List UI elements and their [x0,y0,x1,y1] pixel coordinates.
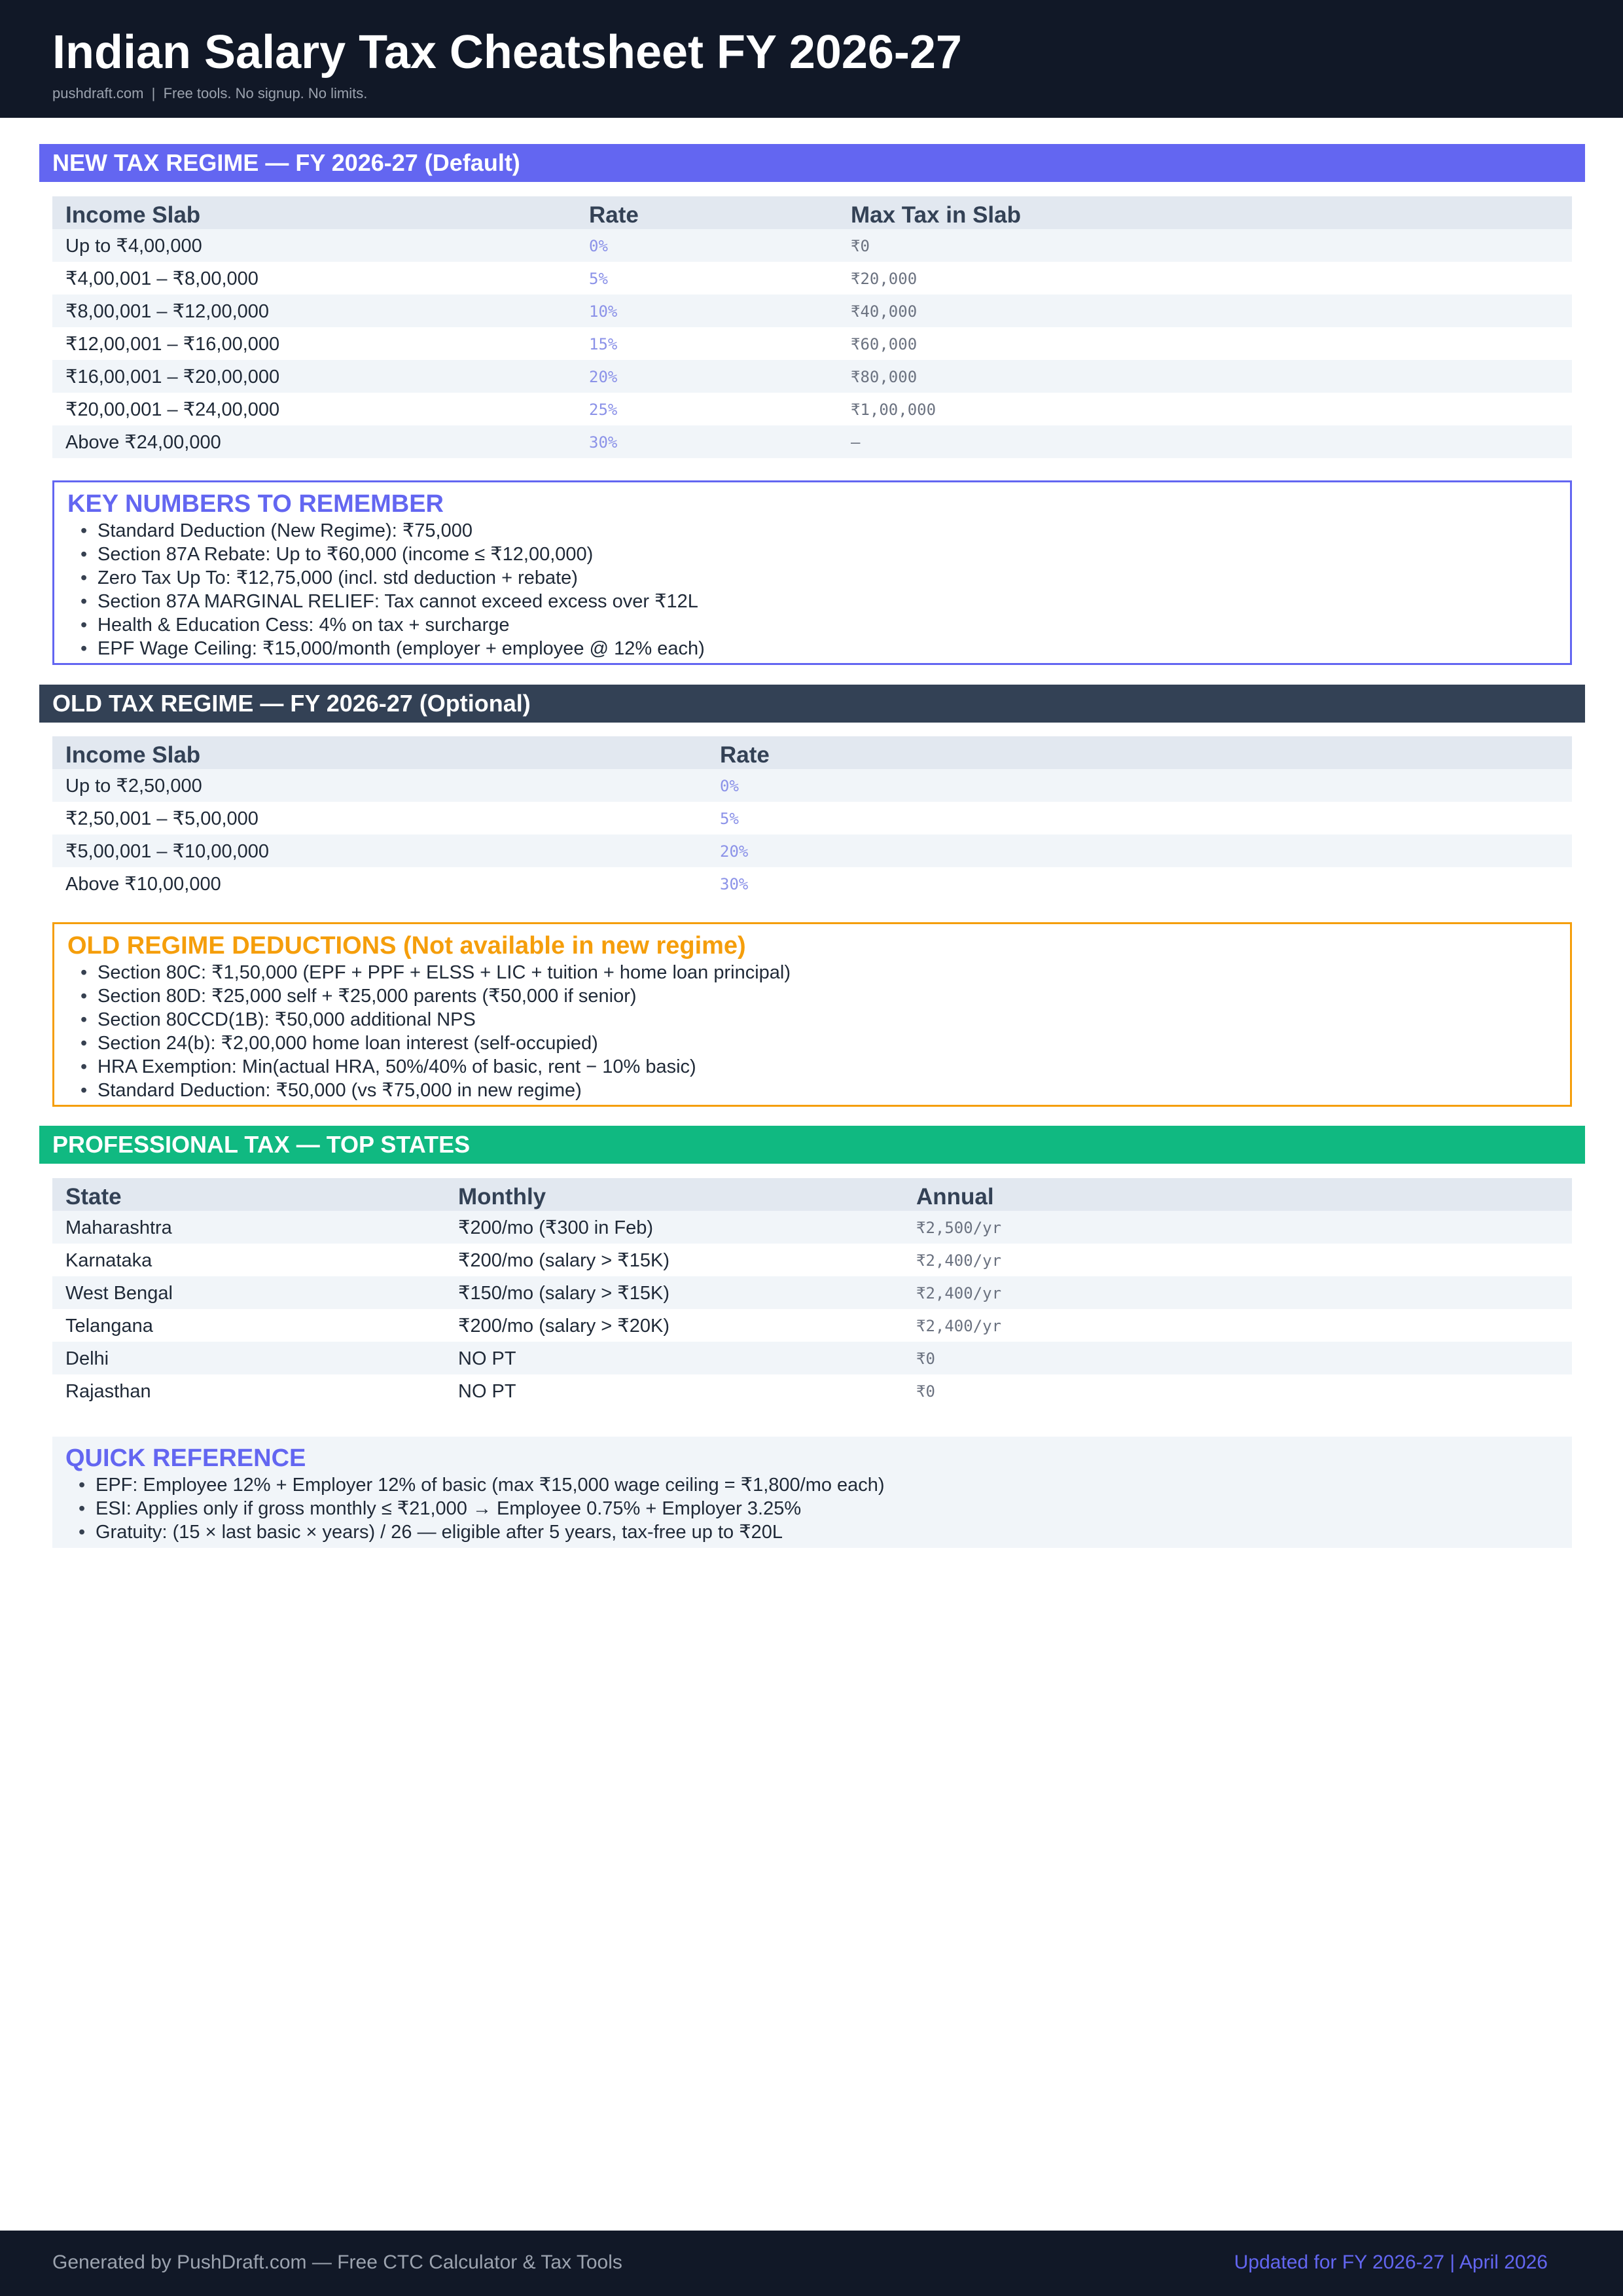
list-item [80,519,1557,543]
bullet-icon: • [80,591,88,612]
list-item [80,566,1557,590]
table-cell: Karnataka [65,1250,152,1271]
key-numbers-list [67,519,1557,660]
table-cell: ₹5,00,001 – ₹10,00,000 [65,841,270,862]
table-cell: Above ₹10,00,000 [65,874,221,895]
table-row [52,360,1572,393]
table-row [52,327,1572,360]
table-cell: ₹1,00,000 [851,401,936,419]
list-item [80,613,1557,637]
list-item [80,1008,1557,1031]
list-item [79,1497,1559,1520]
list-item [80,543,1557,566]
table-cell: Up to ₹4,00,000 [65,236,202,257]
table-cell: ₹4,00,001 – ₹8,00,000 [65,268,259,289]
table-cell: ₹200/mo (salary > ₹15K) [458,1250,670,1271]
table-row [52,1374,1572,1407]
table-cell: ₹0 [916,1382,935,1401]
list-item [79,1473,1559,1497]
column-header: Income Slab [65,742,201,768]
table-cell: ₹20,000 [851,270,918,288]
table-cell: Telangana [65,1316,153,1336]
list-item [80,590,1557,613]
list-item [79,1520,1559,1544]
bullet-icon: • [80,615,88,636]
bullet-icon: • [80,544,88,565]
table-cell: ₹2,400/yr [916,1317,1002,1335]
table-cell: 0% [589,237,608,255]
table-cell: ₹80,000 [851,368,918,386]
table-cell: 10% [589,302,618,321]
table-cell: ₹200/mo (₹300 in Feb) [458,1217,654,1238]
table-cell: 15% [589,335,618,353]
old-regime-table [52,736,1572,900]
list-item-text: Section 80C: ₹1,50,000 (EPF + PPF + ELSS + LIC + tuition + home loan principal) [98,962,791,983]
table-cell: ₹40,000 [851,302,918,321]
list-item-text: Gratuity: (15 × last basic × years) / 26 — eligible after 5 years, tax-free up to ₹20L [96,1522,783,1543]
table-cell: ₹20,00,001 – ₹24,00,000 [65,399,280,420]
table-cell: ₹2,400/yr [916,1251,1002,1270]
footer-updated: Updated for FY 2026-27 | April 2026 [1234,2251,1548,2273]
page-title: Indian Salary Tax Cheatsheet FY 2026-27 [52,26,962,79]
page-footer [0,2231,1623,2296]
list-item-text: Zero Tax Up To: ₹12,75,000 (incl. std deduction + rebate) [98,567,578,588]
quick-reference-box [52,1437,1572,1548]
column-header: Rate [720,742,770,768]
table-cell: ₹2,500/yr [916,1219,1002,1237]
column-header: Max Tax in Slab [851,202,1021,228]
table-row [52,425,1572,458]
table-header-row [52,196,1572,229]
page-subtitle: pushdraft.com | Free tools. No signup. No limits. [52,85,368,101]
table-header-row [52,736,1572,769]
list-item [80,637,1557,660]
old-regime-section-title: OLD TAX REGIME — FY 2026-27 (Optional) [39,685,1585,723]
column-header: Annual [916,1184,994,1210]
table-cell: ₹60,000 [851,335,918,353]
table-cell: ₹200/mo (salary > ₹20K) [458,1316,670,1336]
list-item-text: HRA Exemption: Min(actual HRA, 50%/40% of basic, rent − 10% basic) [98,1056,696,1077]
list-item-text: Section 80CCD(1B): ₹50,000 additional NPS [98,1009,476,1030]
table-cell: ₹150/mo (salary > ₹15K) [458,1283,670,1304]
list-item [80,961,1557,984]
bullet-icon: • [80,567,88,588]
bullet-icon: • [80,1080,88,1101]
column-header: Income Slab [65,202,201,228]
list-item-text: Section 87A MARGINAL RELIEF: Tax cannot exceed excess over ₹12L [98,591,698,612]
table-row [52,802,1572,834]
table-cell: ₹8,00,001 – ₹12,00,000 [65,301,270,322]
list-item-text: Section 80D: ₹25,000 self + ₹25,000 parents (₹50,000 if senior) [98,986,637,1007]
table-cell: ₹0 [851,237,870,255]
list-item-text: EPF: Employee 12% + Employer 12% of basic (max ₹15,000 wage ceiling = ₹1,800/mo each) [96,1475,885,1496]
table-cell: West Bengal [65,1283,173,1304]
table-row [52,1244,1572,1276]
table-cell: ₹12,00,001 – ₹16,00,000 [65,334,280,355]
table-row [52,262,1572,295]
bullet-icon: • [80,520,88,541]
bullet-icon: • [80,986,88,1007]
bullet-icon: • [80,638,88,659]
column-header: Monthly [458,1184,546,1210]
new-regime-section-title: NEW TAX REGIME — FY 2026-27 (Default) [39,144,1585,182]
list-item-text: ESI: Applies only if gross monthly ≤ ₹21,000 → Employee 0.75% + Employer 3.25% [96,1498,802,1519]
table-cell: NO PT [458,1348,516,1369]
table-cell: Above ₹24,00,000 [65,432,221,453]
list-item-text: Standard Deduction (New Regime): ₹75,000 [98,520,473,541]
bullet-icon: • [80,1009,88,1030]
table-cell: 30% [720,875,749,893]
key-numbers-box [52,480,1572,665]
quick-reference-title: QUICK REFERENCE [65,1444,306,1472]
bullet-icon: • [80,1033,88,1054]
table-row [52,1342,1572,1374]
table-cell: Delhi [65,1348,109,1369]
table-row [52,1309,1572,1342]
column-header: Rate [589,202,639,228]
list-item [80,1079,1557,1102]
table-row [52,769,1572,802]
table-row [52,393,1572,425]
table-cell: Maharashtra [65,1217,172,1238]
list-item [80,1055,1557,1079]
table-cell: 30% [589,433,618,452]
list-item-text: Section 87A Rebate: Up to ₹60,000 (income ≤ ₹12,00,000) [98,544,594,565]
list-item [80,984,1557,1008]
list-item-text: Health & Education Cess: 4% on tax + surcharge [98,615,510,636]
table-header-row [52,1178,1572,1211]
table-cell: Rajasthan [65,1381,151,1402]
list-item-text: Section 24(b): ₹2,00,000 home loan interest (self-occupied) [98,1033,598,1054]
list-item [80,1031,1557,1055]
footer-generated-by: Generated by PushDraft.com — Free CTC Calculator & Tax Tools [52,2251,622,2273]
table-cell: Up to ₹2,50,000 [65,776,202,797]
table-cell: ₹16,00,001 – ₹20,00,000 [65,367,280,387]
table-cell: ₹0 [916,1350,935,1368]
table-cell: 20% [589,368,618,386]
table-cell: 0% [720,777,739,795]
column-header: State [65,1184,122,1210]
list-item-text: EPF Wage Ceiling: ₹15,000/month (employer + employee @ 12% each) [98,638,705,659]
old-deductions-box [52,922,1572,1107]
bullet-icon: • [79,1475,86,1496]
bullet-icon: • [79,1498,86,1519]
table-cell: 5% [720,810,739,828]
table-cell: 20% [720,842,749,861]
bullet-icon: • [80,962,88,983]
table-row [52,834,1572,867]
professional-tax-section-title: PROFESSIONAL TAX — TOP STATES [39,1126,1585,1164]
new-regime-table [52,196,1572,458]
quick-reference-list [65,1473,1559,1544]
table-cell: 5% [589,270,608,288]
bullet-icon: • [80,1056,88,1077]
table-row [52,1276,1572,1309]
table-row [52,295,1572,327]
old-deductions-list [67,961,1557,1102]
table-cell: NO PT [458,1381,516,1402]
old-deductions-title: OLD REGIME DEDUCTIONS (Not available in new regime) [67,932,746,960]
table-cell: — [851,433,861,452]
table-row [52,1211,1572,1244]
table-cell: ₹2,50,001 – ₹5,00,000 [65,808,259,829]
page-header [0,0,1623,118]
table-row [52,867,1572,900]
list-item-text: Standard Deduction: ₹50,000 (vs ₹75,000 in new regime) [98,1080,582,1101]
table-cell: 25% [589,401,618,419]
key-numbers-title: KEY NUMBERS TO REMEMBER [67,490,444,518]
professional-tax-table [52,1178,1572,1407]
bullet-icon: • [79,1522,86,1543]
table-row [52,229,1572,262]
table-cell: ₹2,400/yr [916,1284,1002,1302]
